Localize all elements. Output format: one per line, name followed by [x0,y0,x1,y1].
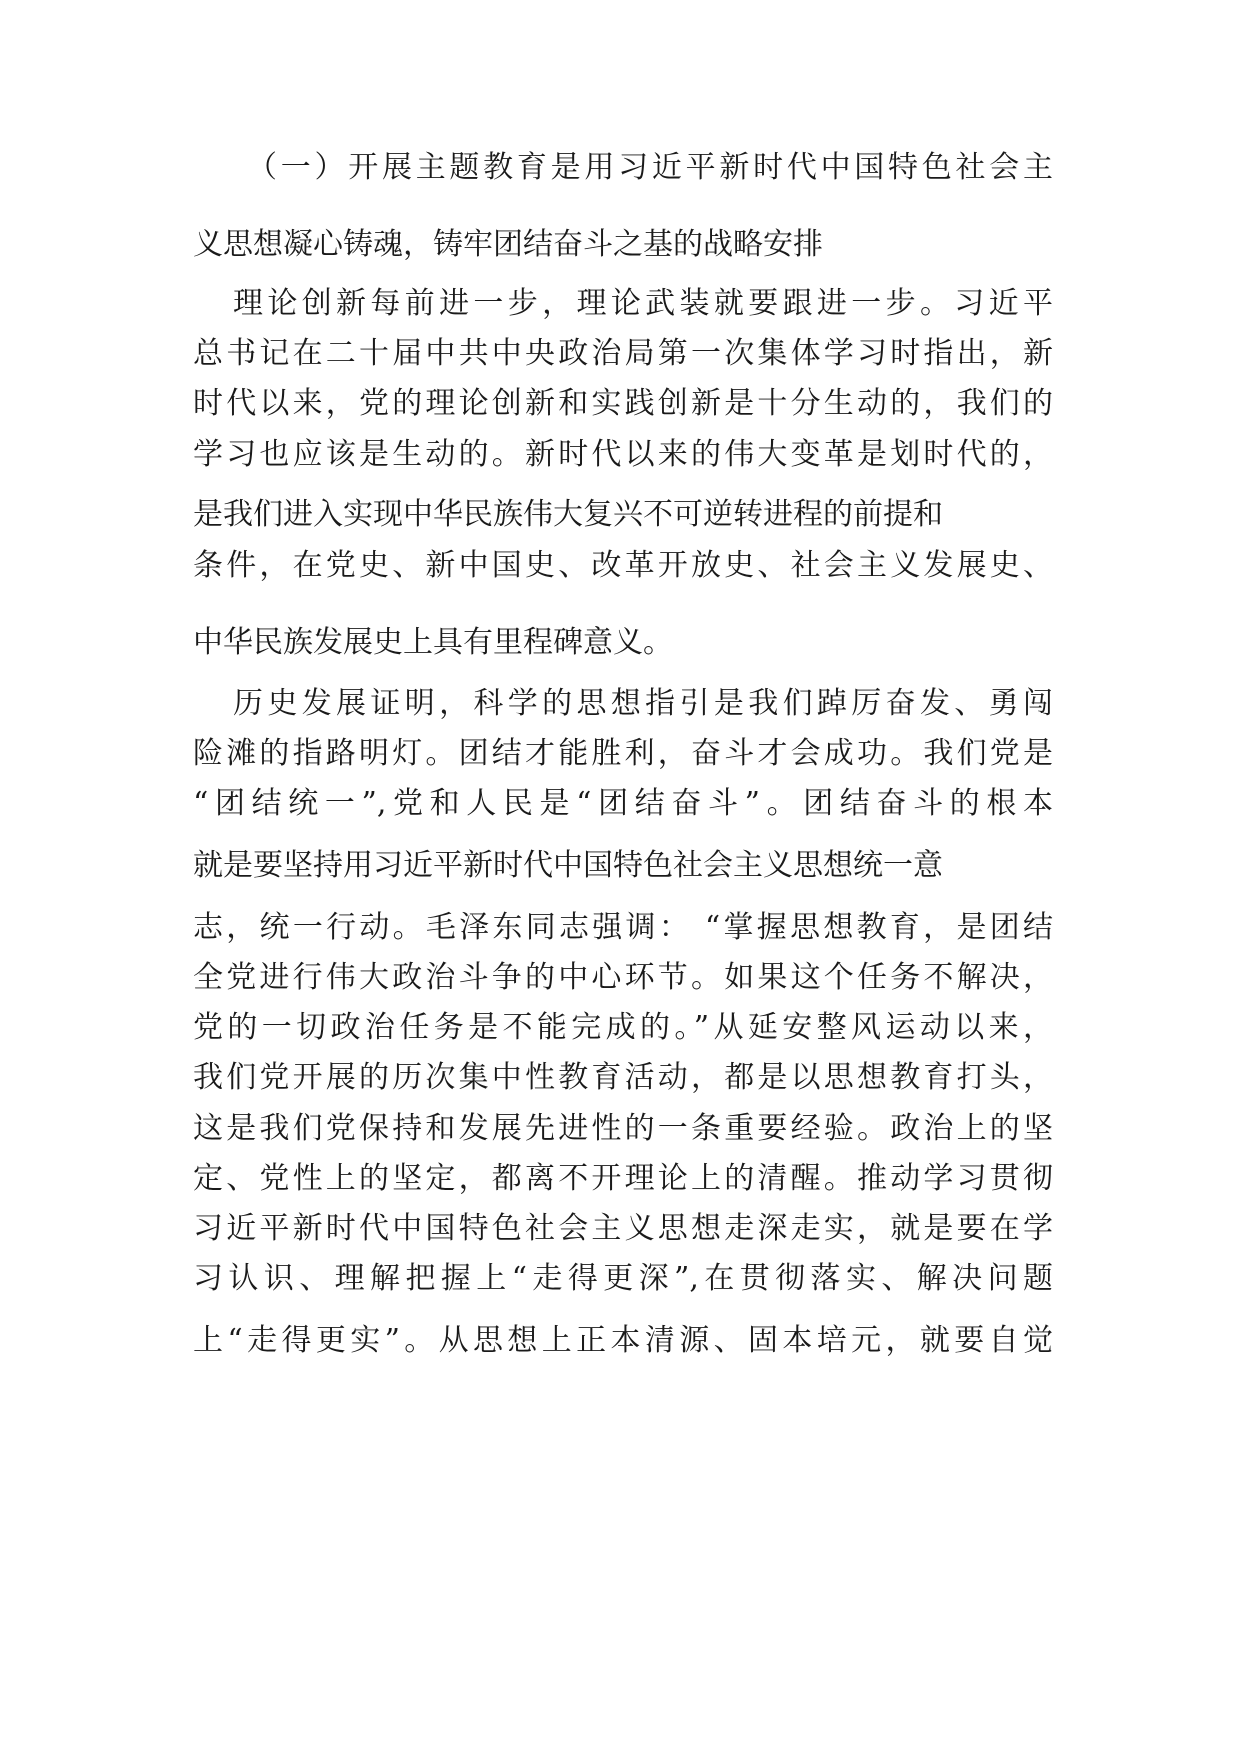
paragraph-line: 全党进行伟大政治斗争的中心环节。如果这个任务不解决， [193,960,1053,995]
paragraph-line: 条件，在党史、新中国史、改革开放史、社会主义发展史、 [193,548,1053,583]
paragraph-line: 险滩的指路明灯。团结才能胜利，奋斗才会成功。我们党是 [193,736,1053,771]
paragraph-line: 习近平新时代中国特色社会主义思想走深走实，就是要在学 [193,1211,1053,1246]
paragraph-line: 总书记在二十届中共中央政治局第一次集体学习时指出，新 [193,336,1053,371]
paragraph-line: 历史发展证明，科学的思想指引是我们踔厉奋发、勇闯 [233,686,1053,721]
paragraph-line: 学习也应该是生动的。新时代以来的伟大变革是划时代的， [193,437,1053,472]
paragraph-line: 理论创新每前进一步，理论武装就要跟进一步。习近平 [233,286,1053,321]
paragraph-line: 这是我们党保持和发展先进性的一条重要经验。政治上的坚 [193,1111,1053,1146]
paragraph-line: 习认识、理解把握上“走得更深”,在贯彻落实、解决问题 [193,1261,1053,1296]
paragraph-line: 就是要坚持用习近平新时代中国特色社会主义思想统一意 [193,848,943,883]
paragraph-line: 我们党开展的历次集中性教育活动，都是以思想教育打头， [193,1060,1053,1095]
paragraph-line: 上“走得更实”。从思想上正本清源、固本培元，就要自觉 [193,1323,1053,1358]
paragraph-line: 党的一切政治任务是不能完成的。”从延安整风运动以来， [193,1010,1053,1045]
paragraph-line: 中华民族发展史上具有里程碑意义。 [193,625,673,660]
paragraph-line: “团结统一”,党和人民是“团结奋斗”。团结奋斗的根本 [193,786,1053,821]
paragraph-line: 是我们进入实现中华民族伟大复兴不可逆转进程的前提和 [193,497,943,532]
paragraph-line: 定、党性上的坚定，都离不开理论上的清醒。推动学习贯彻 [193,1161,1053,1196]
section-heading-line-2: 义思想凝心铸魂，铸牢团结奋斗之基的战略安排 [193,227,823,262]
paragraph-line: 时代以来，党的理论创新和实践创新是十分生动的，我们的 [193,386,1053,421]
paragraph-line: 志，统一行动。毛泽东同志强调： “掌握思想教育，是团结 [193,910,1053,945]
section-heading-line-1: （一）开展主题教育是用习近平新时代中国特色社会主 [247,150,1053,185]
